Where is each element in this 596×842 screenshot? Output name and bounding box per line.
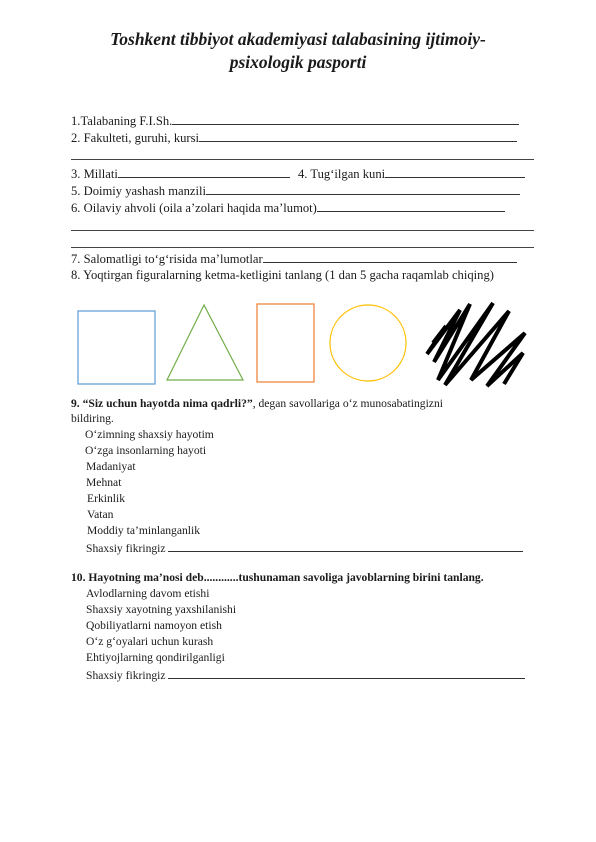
q9-question	[71, 397, 443, 410]
q9-option[interactable]: Moddiy ta’minlanganlik	[87, 524, 201, 537]
q9-own-opinion-line[interactable]	[168, 540, 523, 552]
q9-question-rest: , degan savollariga o‘z munosabatingizni	[252, 397, 443, 410]
q10-option[interactable]: Avlodlarning davom etishi	[86, 587, 210, 600]
q9-own-opinion-label: Shaxsiy fikringiz	[86, 542, 166, 555]
q10-question: 10. Hayotning ma’nosi deb............tushunaman savoliga javoblarning birini tanlang.	[71, 571, 484, 584]
square-shape[interactable]	[78, 311, 155, 384]
page-title-line-1: Toshkent tibbiyot akademiyasi talabasining ijtimoiy-	[110, 29, 486, 49]
rectangle-shape[interactable]	[257, 304, 314, 382]
q10-option[interactable]: Qobiliyatlarni namoyon etish	[86, 619, 222, 632]
q9-own-opinion[interactable]	[86, 540, 523, 555]
triangle-shape[interactable]	[167, 305, 243, 380]
q9-option[interactable]: Erkinlik	[87, 492, 125, 505]
field-address-label: 5. Doimiy yashash manzili	[71, 184, 207, 198]
q9-question-bold: 9. “Siz uchun hayotda nima qadrli?”	[71, 397, 253, 410]
q9-option[interactable]: O‘zga insonlarning hayoti	[85, 444, 207, 457]
field-full-name-label: 1.Talabaning F.I.Sh.	[71, 114, 173, 128]
field-health-label: 7. Salomatligi to‘g‘risida ma’lumotlar	[71, 252, 263, 266]
field-nationality-label: 3. Millati	[71, 167, 118, 181]
q9-option[interactable]: O‘zimning shaxsiy hayotim	[85, 428, 214, 441]
q9-option[interactable]: Madaniyat	[86, 460, 136, 473]
circle-shape[interactable]	[330, 305, 406, 381]
field-birth-date-label: 4. Tug‘ilgan kuni	[298, 167, 386, 181]
q9-option[interactable]: Mehnat	[86, 476, 122, 489]
zigzag-shape[interactable]	[427, 303, 525, 386]
q9-question-line-2: bildiring.	[71, 412, 114, 425]
q10-own-opinion-line[interactable]	[168, 667, 525, 679]
q10-own-opinion[interactable]	[86, 667, 525, 682]
q10-option[interactable]: O‘z g‘oyalari uchun kurash	[86, 635, 214, 648]
page-title-line-2: psixologik pasporti	[229, 52, 367, 72]
q10-own-opinion-label: Shaxsiy fikringiz	[86, 669, 166, 682]
q10-option[interactable]: Shaxsiy xayotning yaxshilanishi	[86, 603, 237, 616]
field-family-label: 6. Oilaviy ahvoli (oila a’zolari haqida ma’lumot)	[71, 201, 317, 215]
q9-option[interactable]: Vatan	[87, 508, 114, 521]
q10-option[interactable]: Ehtiyojlarning qondirilganligi	[86, 651, 225, 664]
field-figures-question: 8. Yoqtirgan figuralarning ketma-ketligini tanlang (1 dan 5 gacha raqamlab chiqing)	[71, 268, 494, 282]
field-faculty-label: 2. Fakulteti, guruhi, kursi	[71, 131, 200, 145]
